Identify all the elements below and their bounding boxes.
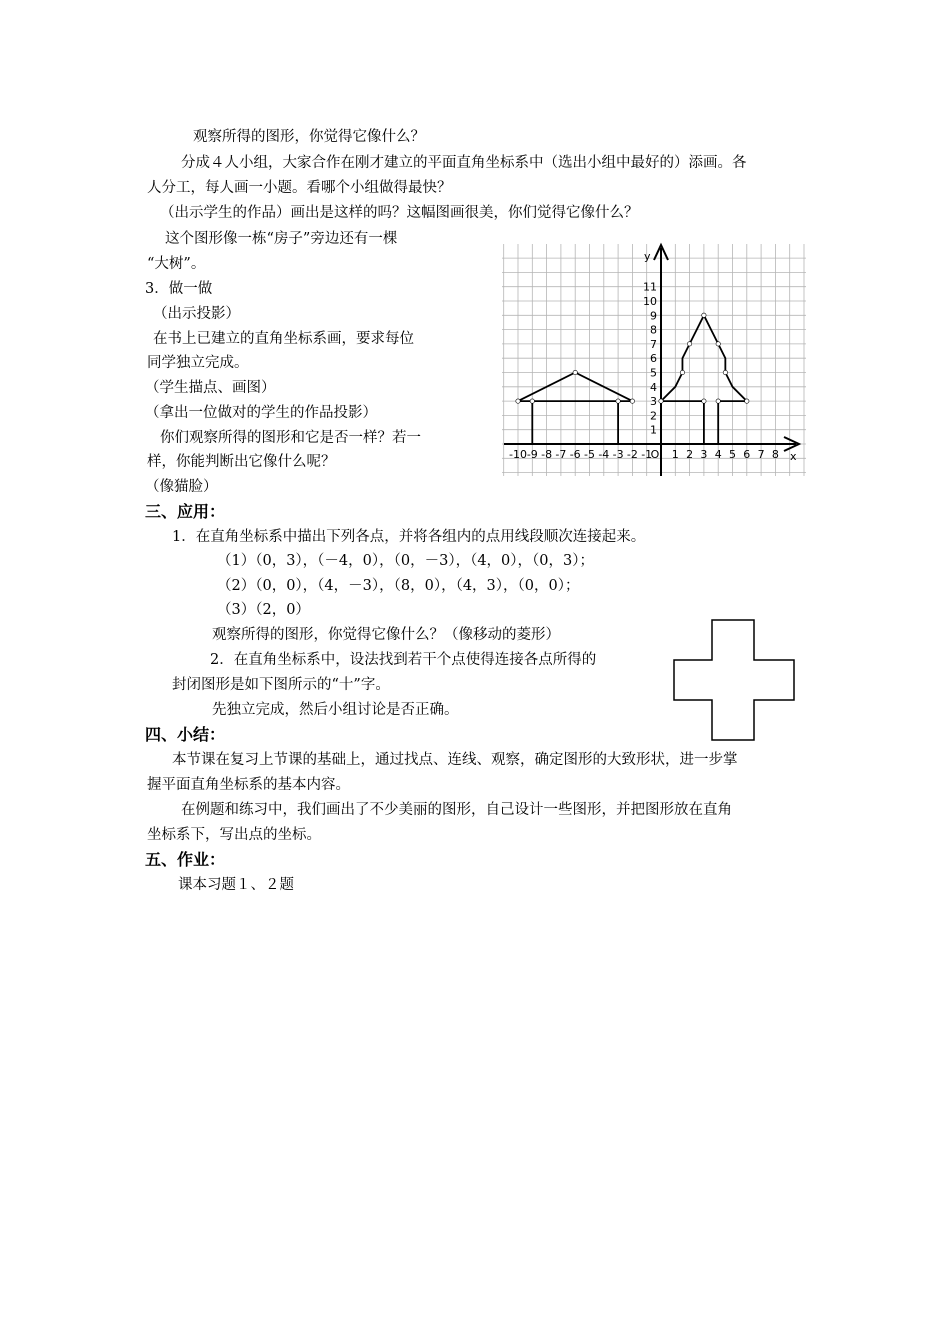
plot-point [659, 399, 663, 403]
text-summary-2a: 在例题和练习中，我们画出了不少美丽的图形，自己设计一些图形，并把图形放在直角 [181, 802, 732, 818]
x-tick-label: -8 [541, 448, 553, 461]
x-tick-label: 5 [729, 448, 736, 461]
text-homework: 课本习题１、２题 [178, 877, 294, 893]
text-q2-3: 先独立完成，然后小组讨论是否正确。 [212, 702, 459, 718]
text-book-1: 在书上已建立的直角坐标系画，要求每位 [153, 331, 414, 347]
heading-application: 三、应用： [145, 502, 226, 521]
x-tick-label: -5 [584, 448, 595, 461]
plot-point [616, 399, 620, 403]
text-take-work: （拿出一位做对的学生的作品投影） [145, 405, 377, 421]
x-tick-label: -9 [526, 448, 538, 461]
text-q2-2: 封闭图形是如下图所示的“十”字。 [172, 677, 390, 693]
plot-point [687, 342, 691, 346]
y-tick-label: 6 [650, 352, 657, 366]
x-tick-label: 7 [757, 448, 765, 461]
plot-point [680, 370, 684, 374]
text-summary-1b: 握平面直角坐标系的基本内容。 [147, 777, 350, 793]
text-house-1: 这个图形像一栋“房子”旁边还有一棵 [165, 231, 398, 247]
x-tick-label: -1 [641, 448, 653, 461]
x-tick-label: 6 [743, 448, 751, 461]
x-tick-label: 2 [686, 448, 694, 461]
x-tick-label: -10 [509, 448, 527, 461]
y-tick-label: 2 [650, 409, 657, 423]
plot-point [573, 370, 577, 374]
y-tick-label: 1 [650, 423, 657, 437]
x-tick-label: -6 [569, 448, 581, 461]
text-q2-1: 2．在直角坐标系中，设法找到若干个点使得连接各点所得的 [210, 652, 597, 668]
plot-point [516, 399, 520, 403]
x-tick-label: -2 [626, 448, 638, 461]
y-tick-label: 8 [650, 323, 657, 337]
coordinate-graph [498, 240, 810, 480]
plot-point [702, 399, 706, 403]
origin-label: O [650, 448, 660, 461]
plot-point [702, 313, 706, 317]
y-tick-label: 3 [650, 395, 657, 409]
text-compare-1: 你们观察所得的图形和它是否一样？若一 [160, 430, 421, 446]
text-q1: 1．在直角坐标系中描出下列各点，并将各组内的点用线段顺次连接起来。 [172, 529, 646, 545]
y-tick-label: 9 [650, 309, 657, 323]
x-tick-label: 8 [771, 448, 779, 461]
text-observe-rhombus: 观察所得的图形，你觉得它像什么？（像移动的菱形） [212, 627, 560, 643]
y-tick-label: 11 [643, 280, 657, 294]
plot-point [630, 399, 634, 403]
y-tick-label: 7 [650, 337, 657, 351]
x-tick-label: -7 [555, 448, 567, 461]
text-compare-2: 样，你能判断出它像什么呢？ [147, 454, 336, 470]
text-show-projection: （出示投影） [153, 306, 240, 322]
plot-point [745, 399, 749, 403]
text-observe: 观察所得的图形，你觉得它像什么？ [193, 129, 425, 145]
x-tick-label: -3 [612, 448, 624, 461]
text-group-work-1: 分成４人小组，大家合作在刚才建立的平面直角坐标系中（选出小组中最好的）添画。各 [181, 155, 747, 171]
x-tick-label: 3 [700, 448, 708, 461]
x-tick-label: 1 [671, 448, 679, 461]
text-house-2: “大树”。 [147, 256, 206, 272]
text-book-2: 同学独立完成。 [147, 355, 249, 371]
plot-point [716, 342, 720, 346]
x-tick-label: 4 [714, 448, 722, 461]
graph-labels [509, 281, 779, 461]
text-item-3: 3．做一做 [145, 281, 213, 297]
x-axis-label: x [790, 450, 797, 463]
text-group-work-2: 人分工，每人画一小题。看哪个小组做得最快？ [147, 180, 452, 196]
text-show-work: （出示学生的作品）画出是这样的吗？这幅图画很美，你们觉得它像什么？ [160, 205, 639, 221]
text-group-2: （2）（0，0），（4，－3），（8，0），（4，3），（0，0）； [217, 578, 580, 594]
plot-point [716, 399, 720, 403]
x-tick-label: -4 [598, 448, 610, 461]
plot-point [723, 370, 727, 374]
plot-point [530, 399, 534, 403]
heading-summary: 四、小结： [145, 725, 226, 744]
heading-homework: 五、作业： [145, 850, 226, 869]
text-summary-2b: 坐标系下，写出点的坐标。 [147, 827, 321, 843]
y-tick-label: 10 [643, 295, 657, 308]
y-tick-label: 5 [650, 366, 657, 380]
text-cat-face: （像猫脸） [145, 479, 218, 495]
text-student-draw: （学生描点、画图） [145, 380, 276, 396]
text-group-1: （1）（0，3），（－4，0），（0，－3），（4，0），（0，3）； [217, 553, 594, 569]
y-tick-label: 4 [650, 380, 657, 394]
y-axis-label: y [644, 250, 651, 263]
text-summary-1a: 本节课在复习上节课的基础上，通过找点、连线、观察，确定图形的大致形状，进一步掌 [172, 752, 738, 768]
text-group-3: （3）（2，0） [217, 602, 310, 618]
cross-shape [672, 618, 796, 742]
